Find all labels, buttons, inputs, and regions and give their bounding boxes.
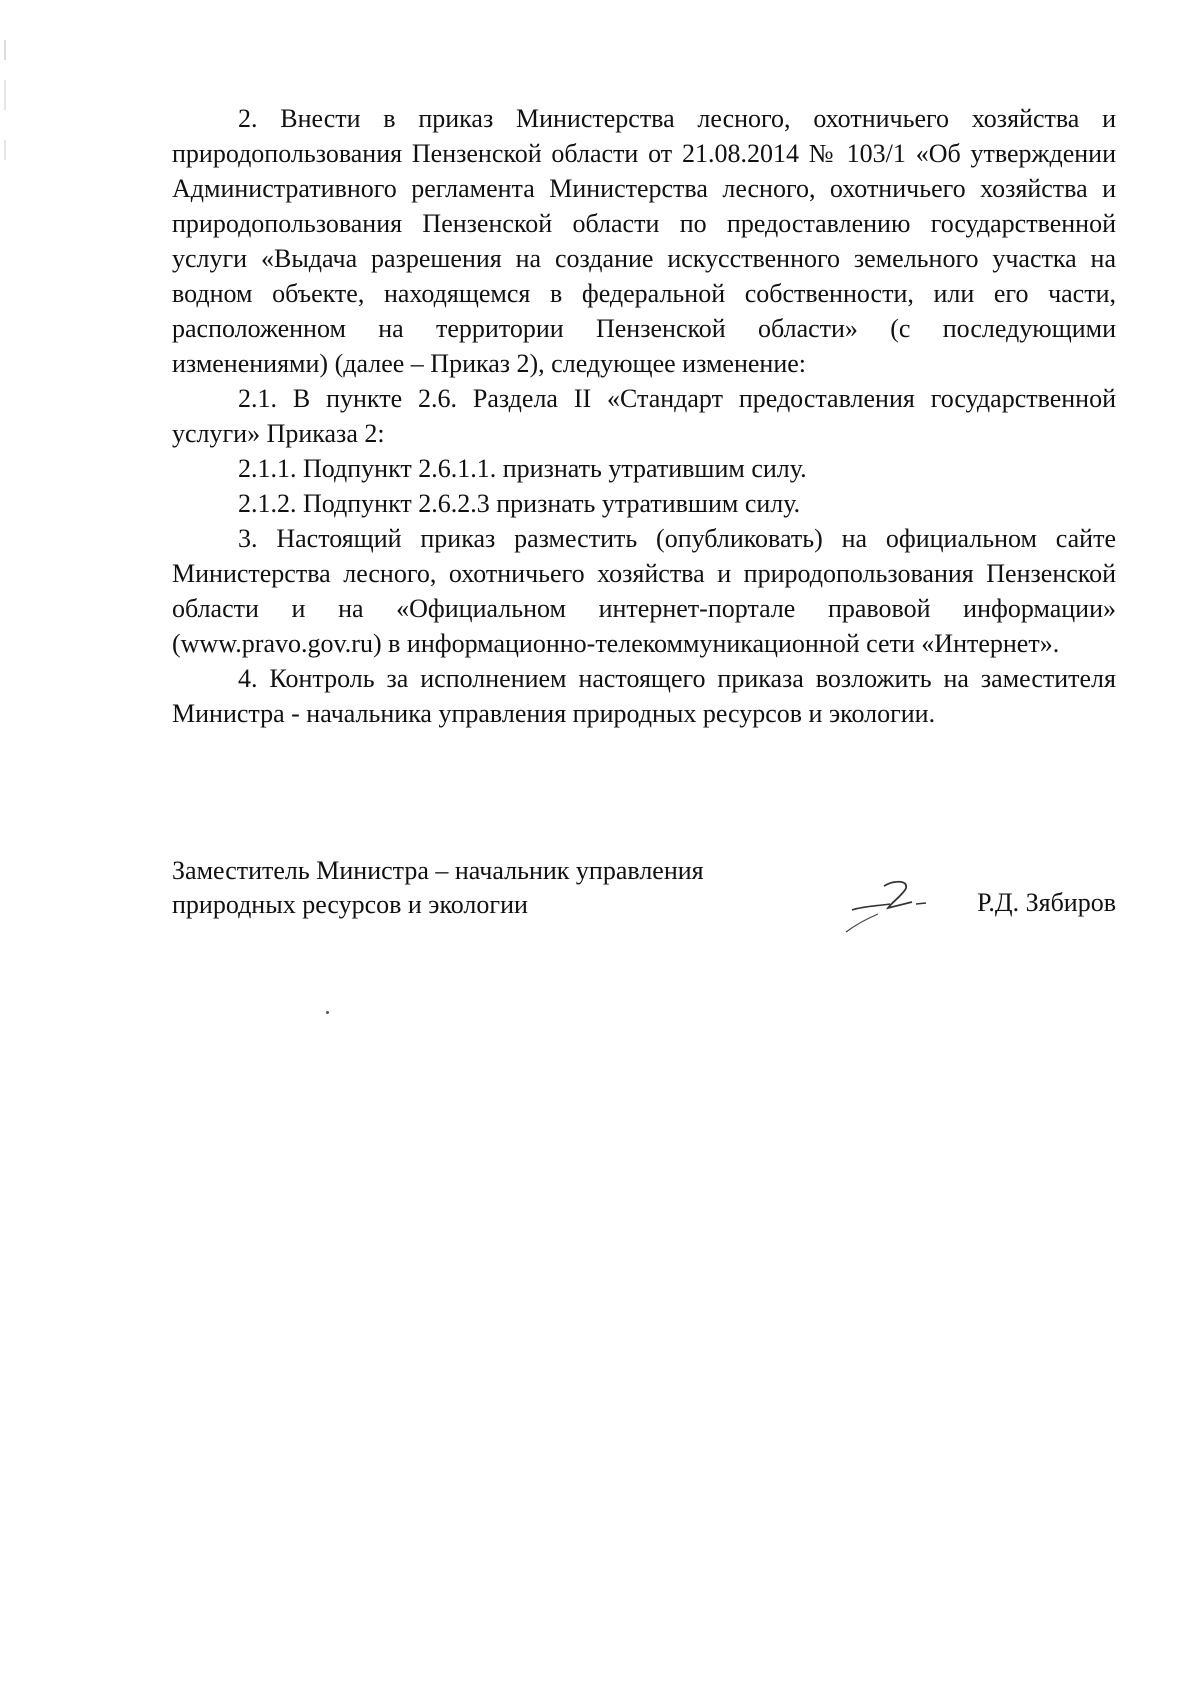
signatory-title — [172, 854, 792, 922]
signatory-title-line-2: природных ресурсов и экологии — [172, 890, 528, 919]
paragraph-3: 3. Настоящий приказ разместить (опубликовать) на официальном сайте Министерства лесного, охотничьего хозяйства и природопользования Пензенской области и на «Официальном интернет-портале правовой информации» (www.pravo.gov.ru) в информационно-телекоммуникационной сети «Интернет». — [172, 524, 1116, 658]
paragraph-2: 2. Внести в приказ Министерства лесного, охотничьего хозяйства и природопользования Пензенской области от 21.08.2014 № 103/1 «Об утверждении Административного регламента Министерства лесного, охотничьего хозяйства и природопользования Пензенской области по предоставлению государственной услуги «Выдача разрешения на создание искусственного земельного участка на водном объекте, находящемся в федеральной собственности, или его части, расположенном на территории Пензенской области» (с последующими изменениями) (далее – Приказ 2), следующее изменение: — [172, 104, 1116, 378]
paragraph-2-1: 2.1. В пункте 2.6. Раздела II «Стандарт предоставления государственной услуги» Приказа 2: — [172, 384, 1116, 448]
signatory-name: Р.Д. Зябиров — [977, 888, 1116, 917]
signatory-title-line-1: Заместитель Министра – начальник управления — [172, 856, 704, 885]
handwritten-signature-icon — [834, 866, 944, 936]
paragraph-2-1-1: 2.1.1. Подпункт 2.6.1.1. признать утратившим силу. — [238, 454, 807, 483]
signature-block — [172, 854, 1116, 934]
document-body — [172, 101, 1116, 731]
paragraph-2-1-2: 2.1.2. Подпункт 2.6.2.3 признать утратившим силу. — [238, 489, 801, 518]
paragraph-4: 4. Контроль за исполнением настоящего приказа возложить на заместителя Министра - начальника управления природных ресурсов и экологии. — [172, 664, 1116, 728]
scan-speck — [326, 1011, 329, 1014]
scan-margin-marks — [3, 40, 7, 240]
